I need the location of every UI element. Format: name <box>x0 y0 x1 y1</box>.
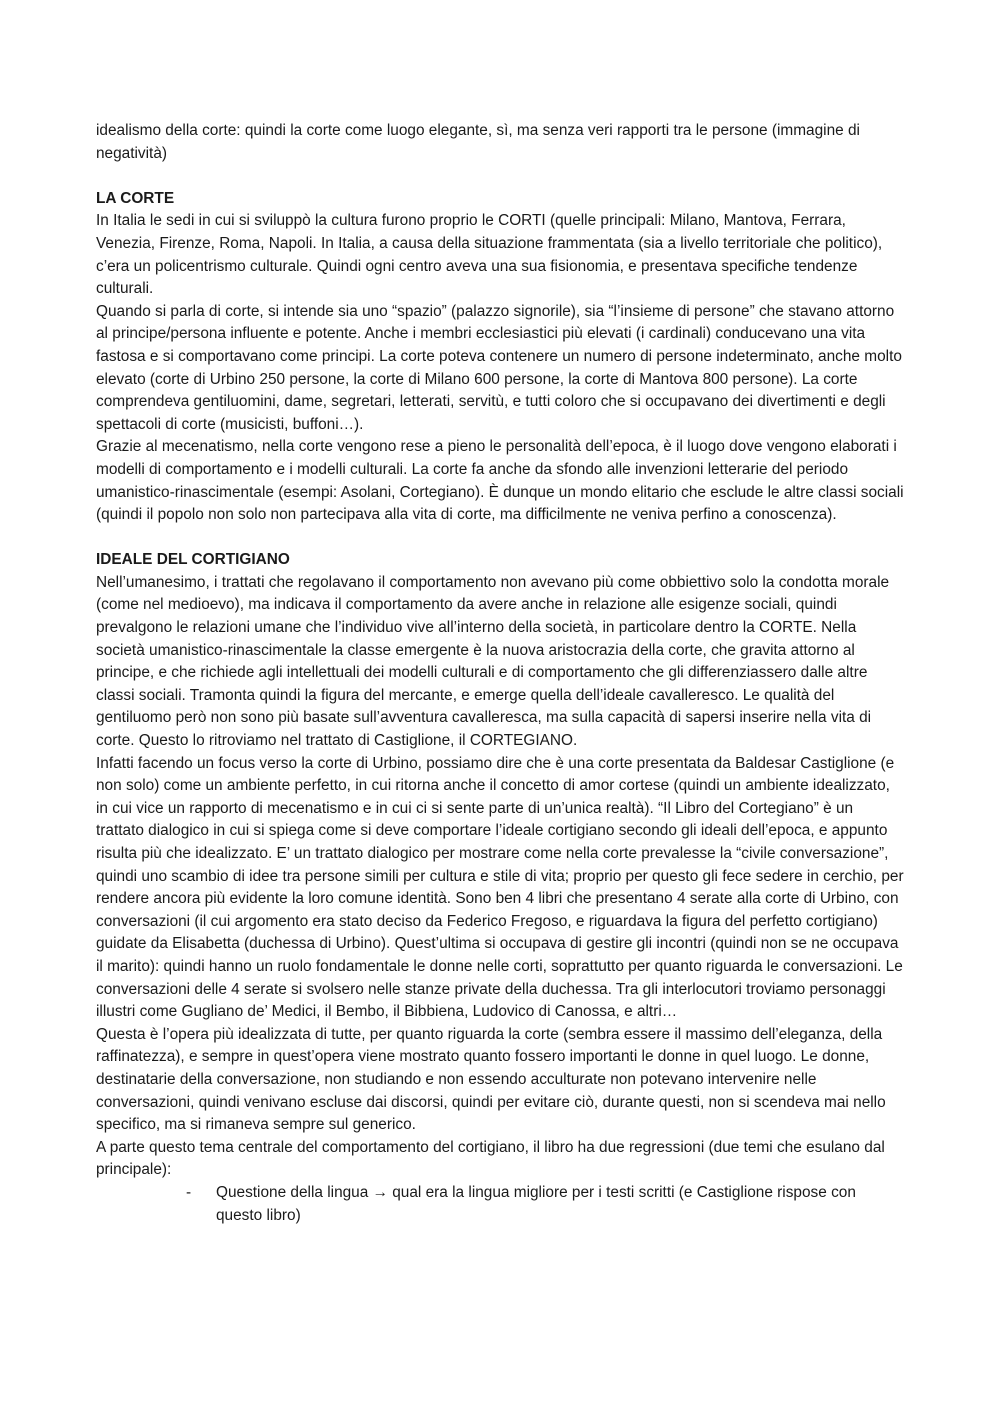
cortigiano-paragraph-3: Questa è l’opera più idealizzata di tutte, per quanto riguarda la corte (sembra essere il massimo dell’eleganza, della raffinatezza), e sempre in quest’opera viene mostrato quanto fossero importanti le donne in quel luogo. Le donne, destinatarie della conversazione, non studiando e non essendo acculturate non potevano intervenire nelle conversazioni, quindi venivano escluse dai discorsi, quindi per evitare ciò, durante questi, non si scendeva mai nello specifico, ma si rimaneva sempre sul generico. <box>96 1025 886 1134</box>
regressioni-list <box>96 1182 904 1227</box>
list-dash: - <box>186 1183 192 1201</box>
cortigiano-paragraph-4: A parte questo tema centrale del comportamento del cortigiano, il libro ha due regressioni (due temi che esulano dal principale): <box>96 1138 885 1179</box>
corte-paragraph-2: Quando si parla di corte, si intende sia uno “spazio” (palazzo signorile), sia “l’insieme di persone” che stavano attorno al principe/persona influente e potente. Anche i membri ecclesiastici più elevati (i cardinali) conducevano una vita fastosa e si comportavano come principi. La corte poteva contenere un numero di persone indeterminato, anche molto elevato (corte di Urbino 250 persone, la corte di Milano 600 persone, la corte di Mantova 800 persone). La corte comprendeva gentiluomini, dame, segretari, letterati, servitù, e tutti coloro che si occupavano dei divertimenti e degli spettacoli di corte (musicisti, buffoni…). <box>96 302 902 433</box>
intro-paragraph: idealismo della corte: quindi la corte come luogo elegante, sì, ma senza veri rapporti tra le persone (immagine di negatività) <box>96 122 860 162</box>
heading-ideale-del-cortigiano: IDEALE DEL CORTIGIANO <box>96 551 290 569</box>
corte-paragraph-1: In Italia le sedi in cui si sviluppò la cultura furono proprio le CORTI (quelle principali: Milano, Mantova, Ferrara, Venezia, Firenze, Roma, Napoli. In Italia, a causa della situazione frammentata (sia a livello territoriale che politico), c’era un policentrismo culturale. Quindi ogni centro aveva una sua fisionomia, e presentava specifiche tendenze culturali. <box>96 212 883 298</box>
cortigiano-paragraph-2: Infatti facendo un focus verso la corte di Urbino, possiamo dire che è una corte presentata da Baldesar Castiglione (e non solo) come un ambiente perfetto, in cui ritorna anche il concetto di amor cortese (quindi un ambiente idealizzato, in cui vice un rapporto di mecenatismo e in cui ci si sente parte di un’unica realtà). “Il Libro del Cortegiano” è un trattato dialogico in cui si spiega come si deve comportare l’ideale cortigiano secondo gli ideali dell’epoca, e appunto risulta più che idealizzato. E’ un trattato dialogico per mostrare come nella corte prevalesse la “civile conversazione”, quindi uno scambio di idee tra persone simili per cultura e stile di vita; proprio per questo gli fece sedere in cerchio, per rendere ancora più evidente la loro comune identità. Sono ben 4 libri che presentano 4 serate alla corte di Urbino, con conversazioni (il cui argomento era stato deciso da Federico Fregoso, e riguardava la figura del perfetto cortigiano) guidate da Elisabetta (duchessa di Urbino). Quest’ultima si occupava di gestire gli incontri (quindi non se ne occupava il marito): quindi hanno un ruolo fondamentale le donne nelle corti, soprattutto per quanto riguarda le conversazioni. Le conversazioni delle 4 serate si svolsero nelle stanze private della duchessa. Tra gli interlocutori troviamo personaggi illustri come Gugliano de’ Medici, il Bembo, il Bibbiena, Ludovico di Canossa, e altri… <box>96 754 904 1021</box>
list-item-text: Questione della lingua → qual era la lingua migliore per i testi scritti (e Castiglione rispose con questo libro) <box>216 1183 856 1224</box>
document-page <box>96 120 904 1227</box>
list-item <box>186 1182 904 1227</box>
corte-paragraph-3: Grazie al mecenatismo, nella corte vengono rese a pieno le personalità dell’epoca, è il luogo dove vengono elaborati i modelli di comportamento e i modelli culturali. La corte fa anche da sfondo alle invenzioni letterarie del periodo umanistico-rinascimentale (esempi: Asolani, Cortegiano). È dunque un mondo elitario che esclude le altre classi sociali (quindi il popolo non solo non partecipava alla vita di corte, ma difficilmente ne veniva perfino a conoscenza). <box>96 438 904 524</box>
cortigiano-paragraph-1: Nell’umanesimo, i trattati che regolavano il comportamento non avevano più come obbiettivo solo la condotta morale (come nel medioevo), ma indicava il comportamento da avere anche in relazione alle esigenze sociali, quindi prevalgono le relazioni umane che l’individuo vive all’interno della società, in particolare dentro la CORTE. Nella società umanistico-rinascimentale la classe emergente è la nuova aristocrazia della corte, che gravita attorno al principe, e che richiede agli intellettuali dei modelli culturali e di comportamento che gli differenziassero dalle altre classi sociali. Tramonta quindi la figura del mercante, e emerge quella dell’ideale cavalleresco. Le qualità del gentiluomo però non sono più basate sull’avventura cavalleresca, ma sulla capacità di sapersi inserire nella vita di corte. Questo lo ritroviamo nel trattato di Castiglione, il CORTEGIANO. <box>96 573 890 750</box>
heading-la-corte: LA CORTE <box>96 189 175 207</box>
